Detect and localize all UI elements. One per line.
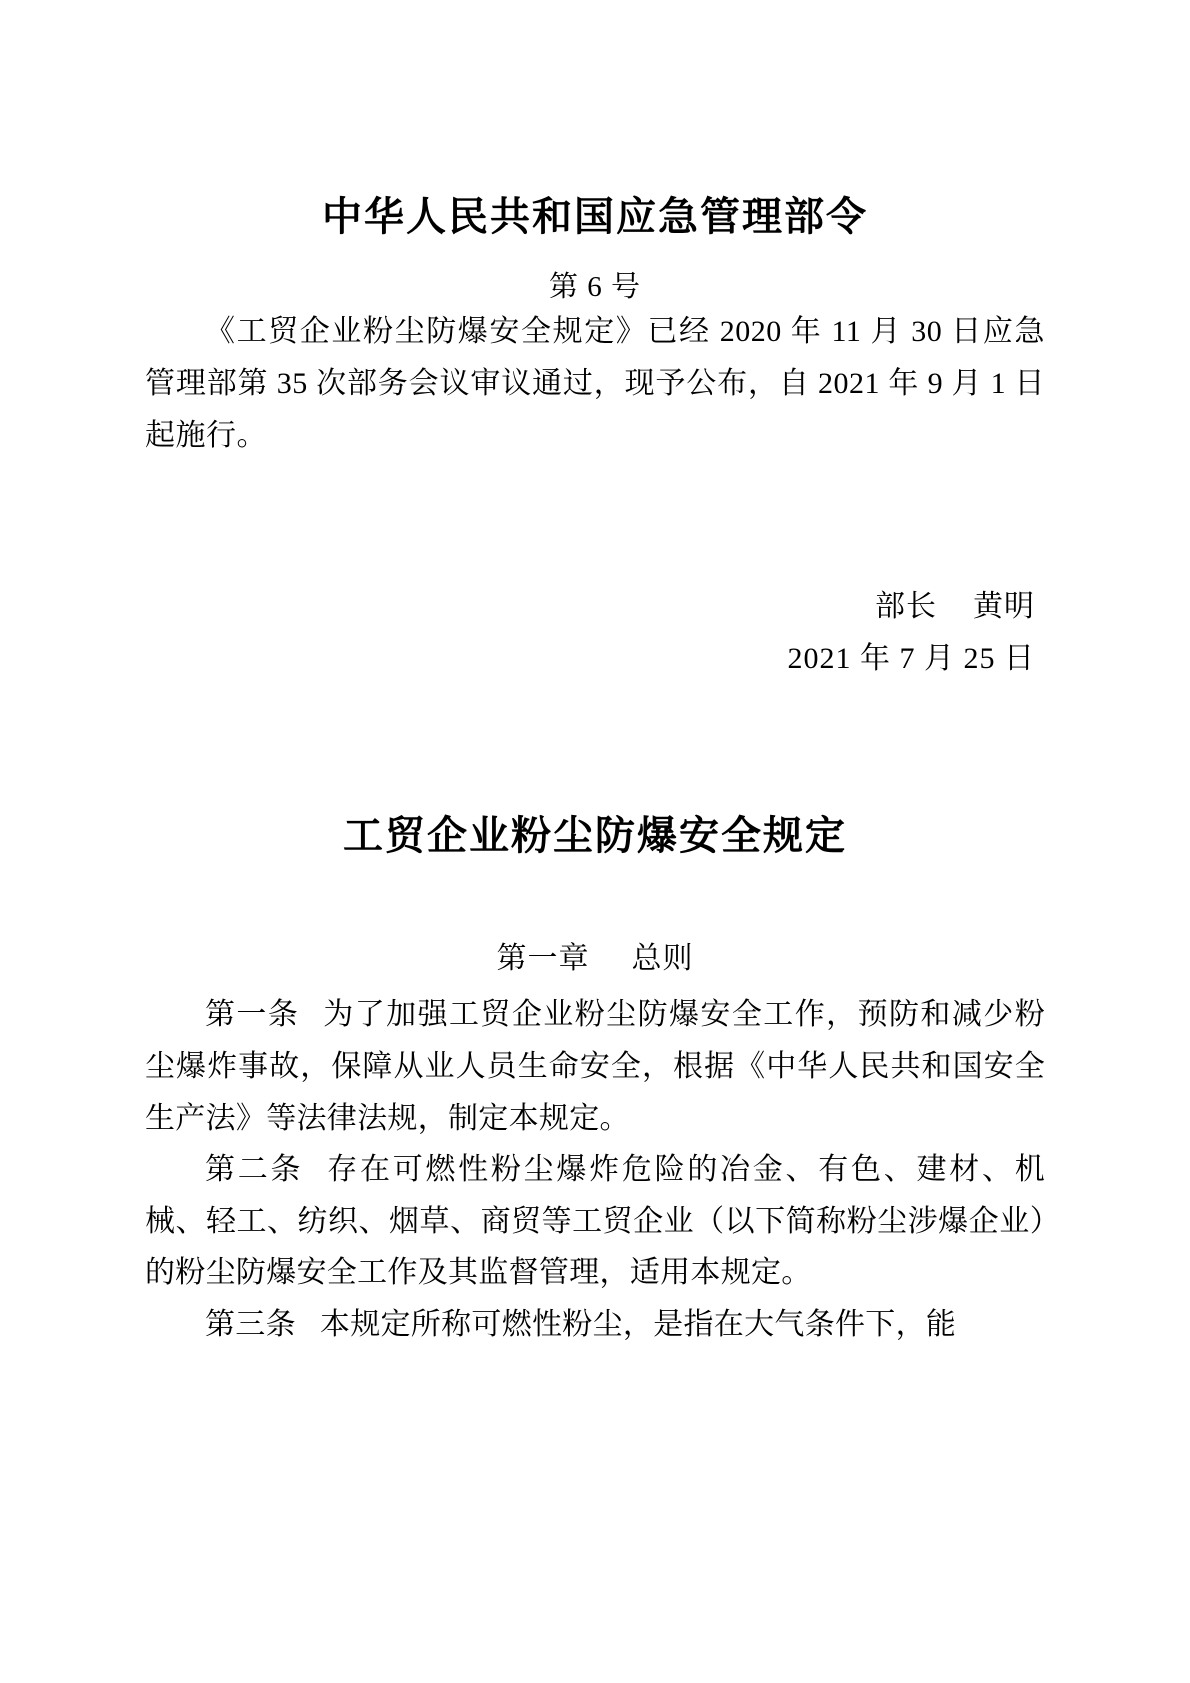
article-text: 本规定所称可燃性粉尘，是指在大气条件下，能 bbox=[319, 1308, 957, 1342]
article-list bbox=[145, 989, 1045, 1350]
chapter-name: 总则 bbox=[631, 942, 694, 976]
chapter-number: 第一章 bbox=[496, 942, 590, 976]
signature-date: 2021 年 7 月 25 日 bbox=[787, 641, 1035, 675]
article-item bbox=[145, 1144, 1045, 1299]
decree-title: 中华人民共和国应急管理部令 bbox=[322, 194, 868, 240]
article-text: 存在可燃性粉尘爆炸危险的冶金、有色、建材、机械、轻工、纺织、烟草、商贸等工贸企业（以下简称粉尘涉爆企业）的粉尘防爆安全工作及其监督管理，适用本规定。 bbox=[145, 1153, 1045, 1290]
signature-block bbox=[145, 581, 1045, 684]
article-label: 第三条 bbox=[205, 1308, 296, 1342]
article-label: 第二条 bbox=[205, 1153, 304, 1187]
signature-name-line bbox=[145, 581, 1035, 633]
page-content bbox=[145, 0, 1045, 1351]
decree-body-paragraph: 《工贸企业粉尘防爆安全规定》已经 2020 年 11 月 30 日应急管理部第 35 次部务会议审议通过，现予公布，自 2021 年 9 月 1 日起施行。 bbox=[145, 315, 1045, 452]
decree-number: 第 6 号 bbox=[548, 270, 641, 303]
article-text: 为了加强工贸企业粉尘防爆安全工作，预防和减少粉尘爆炸事故，保障从业人员生命安全，根据《中华人民共和国安全生产法》等法律法规，制定本规定。 bbox=[145, 998, 1046, 1135]
article-label: 第一条 bbox=[205, 998, 300, 1032]
signer-name: 黄明 bbox=[973, 590, 1035, 624]
signer-role: 部长 bbox=[875, 590, 937, 624]
article-item bbox=[145, 989, 1045, 1144]
article-item bbox=[145, 1299, 1045, 1351]
chapter-heading bbox=[145, 933, 1045, 977]
regulation-title: 工贸企业粉尘防爆安全规定 bbox=[343, 813, 847, 860]
